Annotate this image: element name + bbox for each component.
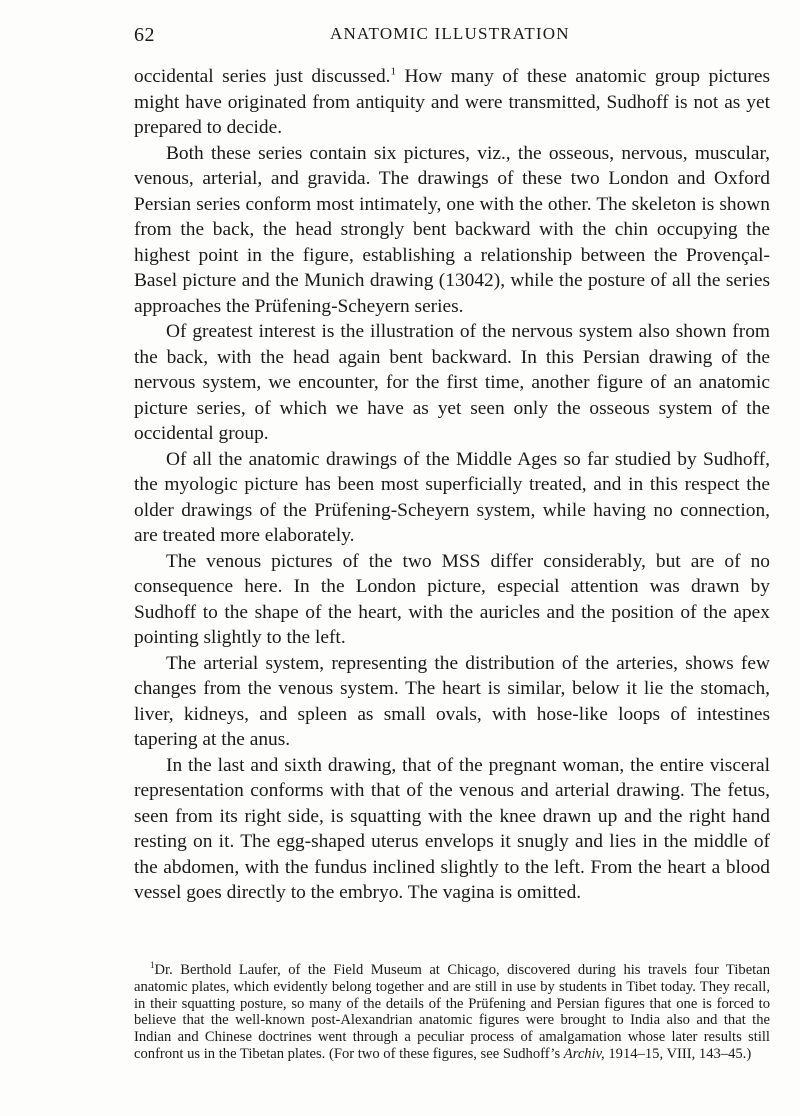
paragraph-text: How many of these anatomic group pictures might have originated from antiquity and were transmitted, Sudhoff is not as yet prepared to decide. xyxy=(134,66,770,138)
paragraph-text: occidental series just discussed. xyxy=(134,66,391,87)
paragraph-7: In the last and sixth drawing, that of the pregnant woman, the entire visceral representation conforms with that of the venous and arterial drawing. The fetus, seen from its right side, is squatting with the knee drawn up and the right hand resting on it. The egg-shaped uterus envelops it snugly and lies in the middle of the abdomen, with the fundus inclined slightly to the left. From the heart a blood vessel goes directly to the embryo. The vagina is omitted. xyxy=(134,754,770,903)
footnote-text: Dr. Berthold Laufer, of the Field Museum at Chicago, discovered during his travels four Tibetan anatomic plates, which evidently belong together and are still in use by students in Tibet today. They recall, in their squatting posture, so many of the details of the Prüfening and Persian figures that one is forced to believe that the well-known post-Alexandrian anatomic figures were brought to India also and that the Indian and Chinese doctrines went through a peculiar process of amalgamation whose later results still confront us in the Tibetan plates. (For two of these figures, see Sudhoff’s xyxy=(134,962,770,1062)
main-text xyxy=(134,64,770,906)
footnote xyxy=(134,962,770,1063)
footnote-paragraph xyxy=(134,962,770,1063)
footnote-citation: 1914–15, VIII, 143–45.) xyxy=(604,1045,752,1062)
paragraph-1 xyxy=(134,64,770,141)
paragraph-3: Of greatest interest is the illustration of the nervous system also shown from the back, with the head again bent backward. In this Persian drawing of the nervous system, we encounter, for the first time, another figure of an anatomic picture series, of which we have as yet seen only the osseous system of the occidental group. xyxy=(134,321,770,444)
page-number: 62 xyxy=(134,24,155,46)
running-head: ANATOMIC ILLUSTRATION xyxy=(330,24,570,43)
footnote-marker: 1 xyxy=(150,960,155,971)
paragraph-5: The venous pictures of the two MSS differ considerably, but are of no consequence here. In the London picture, especial attention was drawn by Sudhoff to the shape of the heart, with the auricles and the position of the apex pointing slightly to the left. xyxy=(134,550,770,648)
page-header xyxy=(134,22,770,46)
journal-title: Archiv, xyxy=(563,1045,605,1062)
footnote-reference: 1 xyxy=(390,65,397,78)
paragraph-4: Of all the anatomic drawings of the Middle Ages so far studied by Sudhoff, the myologic picture has been most superficially treated, and in this respect the older drawings of the Prüfening-Scheyern system, while having no connection, are treated more elaborately. xyxy=(134,448,770,546)
paragraph-2: Both these series contain six pictures, viz., the osseous, nervous, muscular, venous, arterial, and gravida. The drawings of these two London and Oxford Persian series conform most intimately, one with the other. The skeleton is shown from the back, the head strongly bent backward with the chin occupying the highest point in the figure, establishing a relationship between the Provençal-Basel picture and the Munich drawing (13042), while the posture of all the series approaches the Prüfening-Scheyern series. xyxy=(134,142,770,317)
paragraph-6: The arterial system, representing the distribution of the arteries, shows few changes from the venous system. The heart is similar, below it lie the stomach, liver, kidneys, and spleen as small ovals, with hose-like loops of intestines tapering at the anus. xyxy=(134,652,770,750)
